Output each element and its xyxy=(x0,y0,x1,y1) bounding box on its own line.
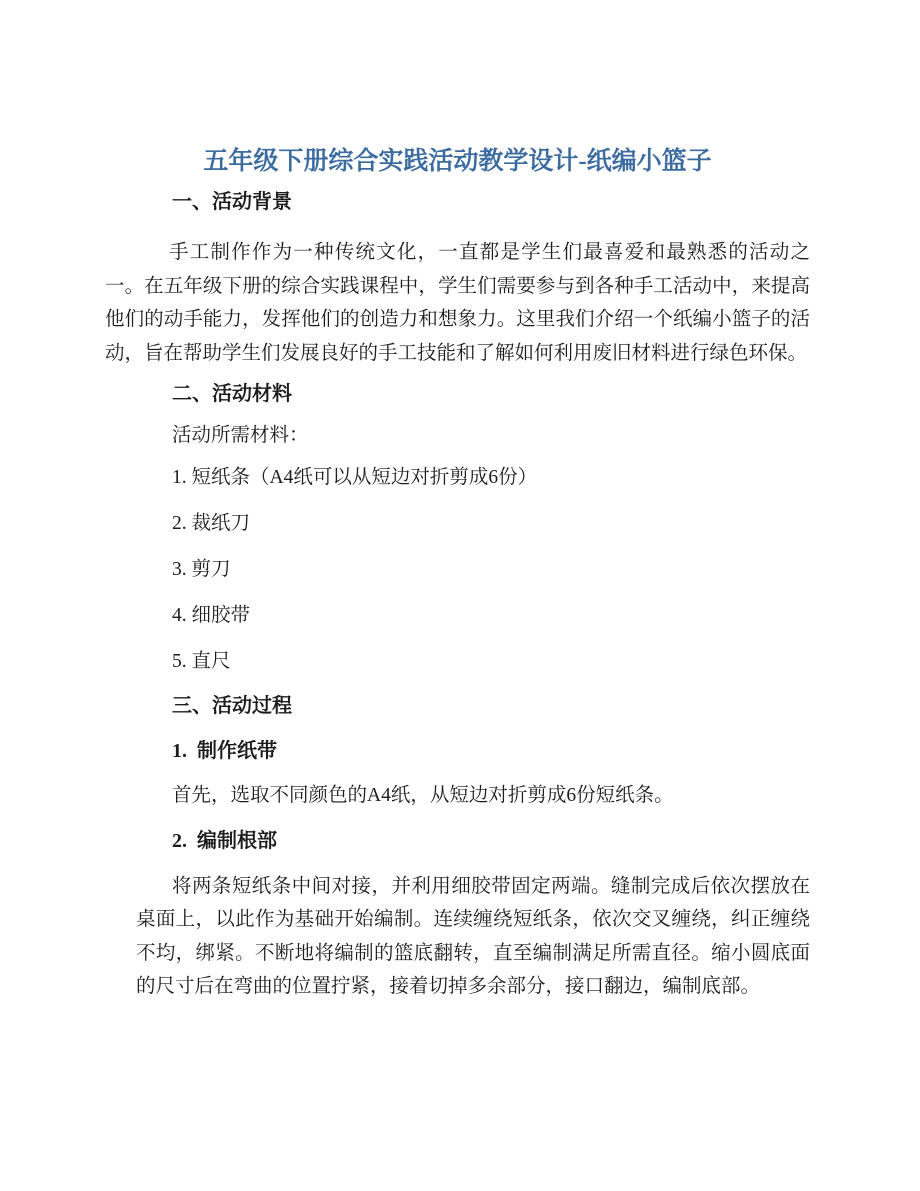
material-item-ruler: 5. 直尺 xyxy=(172,651,231,672)
material-item-paper-cutter: 2. 裁纸刀 xyxy=(172,513,251,534)
step-paragraph-make-paper-strips: 首先，选取不同颜色的A4纸，从短边对折剪成6份短纸条。 xyxy=(172,785,674,806)
section-heading-activity-process: 三、活动过程 xyxy=(172,695,292,717)
step-heading-make-paper-strips: 1. 制作纸带 xyxy=(172,740,277,762)
materials-intro-line: 活动所需材料： xyxy=(172,425,309,446)
section-heading-activity-background: 一、活动背景 xyxy=(172,191,292,213)
material-item-scissors: 3. 剪刀 xyxy=(172,559,231,580)
material-item-thin-tape: 4. 细胶带 xyxy=(172,605,251,626)
step-paragraph-weave-base: 将两条短纸条中间对接，并利用细胶带固定两端。缝制完成后依次摆放在桌面上，以此作为基础开始编制。连续缠绕短纸条，依次交叉缠绕，纠正缠绕不均，绑紧。不断地将编制的篮底翻转，直至编制满足所需直径。缩小圆底面的尺寸后在弯曲的位置拧紧，接着切掉多余部分，接口翻边，编制底部。 xyxy=(136,875,810,997)
document-title: 五年级下册综合实践活动教学设计-纸编小篮子 xyxy=(203,148,712,175)
paragraph-activity-background: 手工制作作为一种传统文化，一直都是学生们最喜爱和最熟悉的活动之一。在五年级下册的综合实践课程中，学生们需要参与到各种手工活动中，来提高他们的动手能力，发挥他们的创造力和想象力。这里我们介绍一个纸编小篮子的活动，旨在帮助学生们发展良好的手工技能和了解如何利用废旧材料进行绿色环保。 xyxy=(105,242,810,364)
step-heading-weave-base: 2. 编制根部 xyxy=(172,829,277,852)
section-heading-activity-materials: 二、活动材料 xyxy=(172,383,292,405)
material-item-paper-strips: 1. 短纸条（A4纸可以从短边对折剪成6份） xyxy=(172,467,538,488)
